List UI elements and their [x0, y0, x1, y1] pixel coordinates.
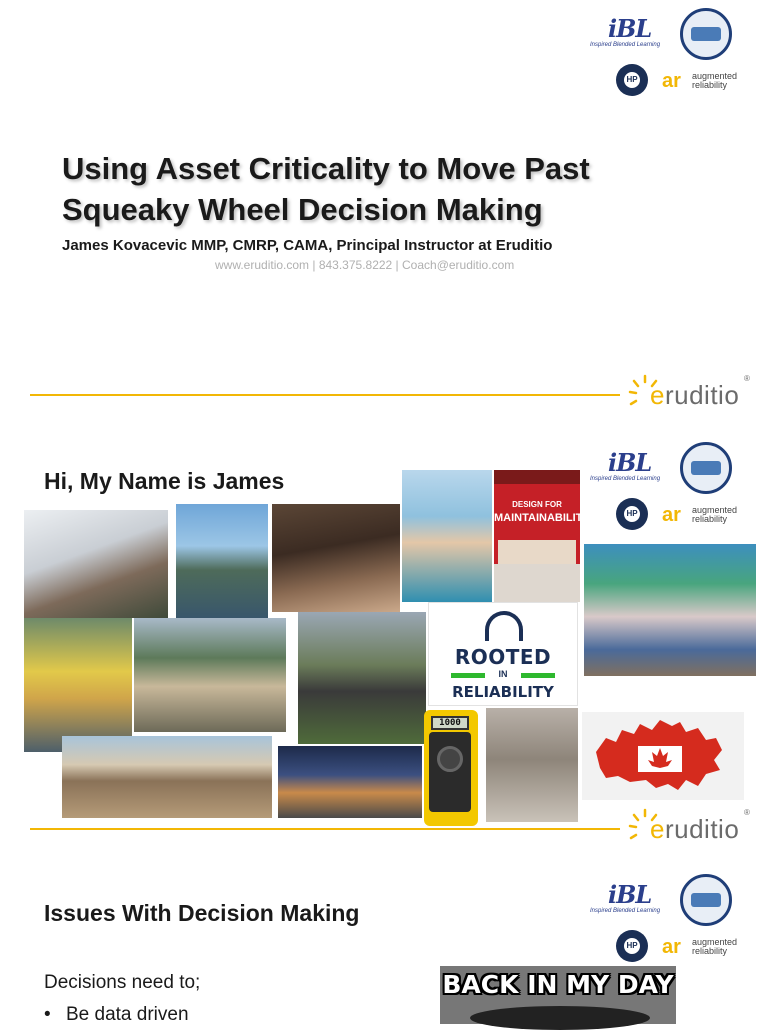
institute-seal-logo [680, 874, 732, 926]
fishing-boat-photo [176, 504, 268, 624]
dial-icon [437, 746, 463, 772]
eruditio-logo: eruditio ® [626, 804, 750, 852]
back-in-my-day-meme: BACK IN MY DAY [440, 966, 676, 1024]
dogs-photo [272, 504, 400, 612]
gold-divider [30, 828, 620, 830]
institute-seal-logo [680, 8, 732, 60]
rooted-in-reliability-logo: ROOTED IN RELIABILITY [428, 602, 578, 706]
title-slide [0, 0, 768, 432]
couple-photo [298, 612, 426, 744]
gold-divider [30, 394, 620, 396]
partner-logos [590, 874, 750, 964]
hp-gear-logo: HP [616, 498, 648, 530]
slide-title: Using Asset Criticality to Move Past Squeaky Wheel Decision Making [62, 151, 590, 227]
ibl-logo: iBL Inspired Blended Learning [590, 448, 661, 482]
hp-gear-logo: HP [616, 930, 648, 962]
painted-airplane-photo [278, 746, 422, 818]
design-for-maintainability-book: DESIGN FOR MAINTAINABILITY [494, 470, 580, 602]
family-car-photo [24, 510, 168, 618]
institute-seal-logo [680, 442, 732, 494]
issues-slide [0, 864, 768, 1024]
ibl-logo: iBL Inspired Blended Learning [590, 880, 661, 914]
ibl-logo: iBL Inspired Blended Learning [590, 14, 661, 48]
bullet-item: • Be data driven [44, 1004, 189, 1025]
monkey-photo [486, 708, 578, 822]
partner-logos [590, 8, 750, 98]
slide-heading: Hi, My Name is James [44, 468, 285, 494]
canada-flag-map-icon [582, 712, 744, 800]
augmented-reliability-logo: ar augmented reliability [662, 70, 738, 92]
kids-lifejackets-photo [24, 618, 132, 752]
intro-slide [0, 432, 768, 864]
kids-bench-photo [584, 544, 756, 676]
presenter-line: James Kovacevic MMP, CMRP, CAMA, Principal Instructor at Eruditio [62, 237, 553, 254]
partner-logos [590, 442, 750, 532]
decisions-lead-text: Decisions need to; [44, 972, 201, 993]
child-goggles-photo [402, 470, 492, 602]
aircraft-carrier-photo [62, 736, 272, 818]
slide-heading: Issues With Decision Making [44, 900, 360, 926]
hp-gear-logo: HP [616, 64, 648, 96]
fish-catch-photo [134, 618, 286, 732]
canada-map [582, 712, 744, 800]
contact-line: www.eruditio.com | 843.375.8222 | Coach@eruditio.com [215, 258, 515, 272]
augmented-reliability-logo: ar augmented reliability [662, 504, 738, 526]
eruditio-logo: eruditio ® [626, 370, 750, 418]
multimeter-photo: 1000 [424, 710, 478, 826]
microphone-gear-icon [485, 611, 523, 641]
augmented-reliability-logo: ar augmented reliability [662, 936, 738, 958]
